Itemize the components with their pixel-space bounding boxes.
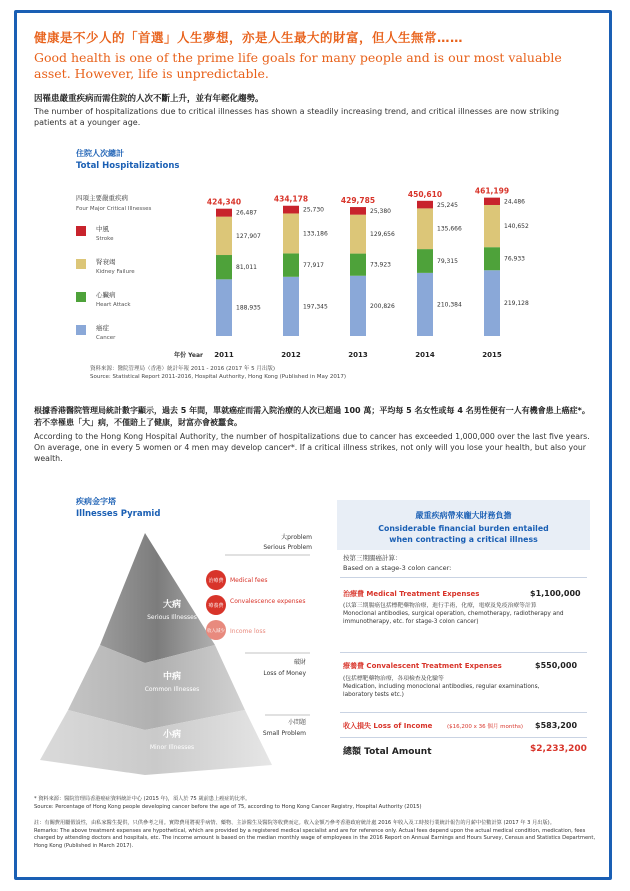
badge-convalescence-text: 療養費 bbox=[208, 603, 224, 609]
income-loss-title: 收入損失 Loss of Income bbox=[343, 722, 433, 730]
callout-2-en: Loss of Money bbox=[263, 670, 306, 677]
pyramid-title-en: Illnesses Pyramid bbox=[76, 509, 161, 519]
pyramid-top-en: Serious Illnesses bbox=[147, 614, 197, 621]
bar-cancer-2012 bbox=[283, 277, 299, 336]
medical-expenses-title: 治療費 Medical Treatment Expenses bbox=[343, 590, 480, 598]
chart-title-zh: 住院人次總計 bbox=[76, 149, 124, 158]
panel-title-en-2: when contracting a critical illness bbox=[389, 535, 538, 544]
bar-value-label: 219,128 bbox=[504, 300, 529, 308]
bar-value-label: 26,487 bbox=[236, 209, 257, 217]
bar-value-label: 135,666 bbox=[437, 225, 462, 233]
legend-label-en: Kidney Failure bbox=[96, 269, 135, 275]
legend-label-zh: 癌症 bbox=[96, 324, 109, 332]
bar-kidney-failure-2015 bbox=[484, 205, 500, 247]
legend-label-en: Heart Attack bbox=[96, 302, 131, 308]
pyramid-low-zh: 小病 bbox=[162, 730, 182, 740]
bar-heart-attack-2015 bbox=[484, 247, 500, 270]
legend-label-zh: 腎衰竭 bbox=[96, 258, 116, 266]
panel-title-en bbox=[337, 523, 590, 545]
bar-value-label: 127,907 bbox=[236, 232, 261, 240]
bar-cancer-2015 bbox=[484, 270, 500, 336]
bar-cancer-2014 bbox=[417, 273, 433, 336]
intro-zh: 因罹患嚴重疾病而需住院的人次不斷上升，並有年輕化趨勢。 bbox=[34, 94, 264, 104]
bar-stroke-2015 bbox=[484, 198, 500, 205]
legend-label-en: Stroke bbox=[96, 236, 114, 242]
bar-value-label: 77,917 bbox=[303, 262, 324, 270]
chart-source bbox=[90, 365, 346, 381]
panel-title-zh: 嚴重疾病帶來龐大財務負擔 bbox=[415, 511, 512, 520]
panel-divider-3 bbox=[340, 712, 587, 713]
bar-total-label: 461,199 bbox=[474, 186, 510, 196]
hospitalizations-chart bbox=[70, 178, 540, 363]
badge-medical-text: 治療費 bbox=[208, 578, 224, 584]
bar-heart-attack-2013 bbox=[350, 254, 366, 276]
bar-stroke-2014 bbox=[417, 201, 433, 209]
footnote-1 bbox=[34, 796, 599, 811]
callout-3-en: Small Problem bbox=[262, 730, 306, 737]
callout-3-zh: 小問題 bbox=[287, 719, 306, 726]
bar-value-label: 79,315 bbox=[437, 257, 458, 265]
bar-value-label: 25,245 bbox=[437, 201, 458, 209]
badge-income-text: 收入減少 bbox=[207, 629, 225, 634]
bar-stroke-2013 bbox=[350, 207, 366, 215]
bar-cancer-2011 bbox=[216, 279, 232, 336]
bar-heart-attack-2011 bbox=[216, 255, 232, 279]
medical-expenses-amount: $1,100,000 bbox=[530, 589, 581, 598]
total-label: 總額 Total Amount bbox=[343, 747, 432, 757]
bar-kidney-failure-2012 bbox=[283, 213, 299, 253]
pyramid-top-zh: 大病 bbox=[162, 600, 182, 610]
x-tick-label: 2015 bbox=[482, 351, 502, 359]
x-axis-label: 年份 Year bbox=[174, 352, 203, 359]
medical-expenses-desc bbox=[343, 602, 568, 626]
pyramid-mid-zh: 中病 bbox=[162, 672, 182, 682]
convalescent-desc-en: Medication, including monoclonal antibodies, regular examinations, laboratory tests etc.) bbox=[343, 684, 540, 698]
bar-value-label: 140,652 bbox=[504, 223, 529, 231]
panel-divider-2 bbox=[340, 652, 587, 653]
legend-label-zh: 中風 bbox=[96, 225, 109, 233]
bar-value-label: 25,380 bbox=[370, 208, 391, 216]
bar-total-label: 429,785 bbox=[340, 196, 376, 206]
legend-title-zh: 四項主要嚴重疾病 bbox=[76, 194, 128, 202]
paragraph-en: According to the Hong Kong Hospital Authority, the number of hospitalizations due to cancer has exceeded 1,000,000 over the last five years. On average, one in every 5 women or 4 men may develop cancer*. If a critical illness strikes, not only will you lose your health, but also your wealth. bbox=[34, 432, 590, 463]
bar-value-label: 133,186 bbox=[303, 230, 328, 238]
callout-2-zh: 破財 bbox=[293, 659, 306, 666]
legend-swatch-stroke bbox=[76, 226, 86, 236]
headline-en: Good health is one of the prime life goals for many people and is our most valuable asset. However, life is unpredictable. bbox=[34, 50, 562, 81]
bar-kidney-failure-2013 bbox=[350, 215, 366, 254]
chart-source-zh: 資料來源：醫院管理局（香港）統計年報 2011 - 2016 (2017 年 5 月出版) bbox=[90, 366, 276, 372]
bar-value-label: 210,384 bbox=[437, 301, 462, 309]
bar-kidney-failure-2014 bbox=[417, 208, 433, 249]
total-amount: $2,233,200 bbox=[530, 744, 587, 754]
x-tick-label: 2011 bbox=[214, 351, 234, 359]
convalescent-desc-zh: (包括標靶藥物治療，各項檢查及化驗等 bbox=[343, 676, 444, 682]
footnote-2-zh: 註：有關費用屬假設性，由私家醫生提供，只供參考之用。實際費用將視乎病情、藥物、主診醫生及醫院等收費而定。收入金額乃參考香港政府統計處 2016 年收入及工時按行業統計報告的月薪中位數計算 (2017 年 3 月出版)。 bbox=[34, 820, 555, 826]
convalescent-expenses-title: 療養費 Convalescent Treatment Expenses bbox=[343, 662, 502, 670]
pyramid-mid-en: Common Illnesses bbox=[144, 686, 200, 693]
bar-value-label: 76,933 bbox=[504, 255, 525, 263]
bar-value-label: 81,011 bbox=[236, 264, 257, 272]
badge-medical-label: Medical fees bbox=[230, 577, 268, 584]
paragraph-zh: 根據香港醫院管理局統計數字顯示，過去 5 年間，單就癌症而需入院治療的人次已超過 100 萬；平均每 5 名女性或每 4 名男性便有一人有機會患上癌症*。若不幸罹患「大」病，不僅賠上了健康，財富亦會被蠶食。 bbox=[34, 406, 590, 427]
based-on-zh: 按第三期腸癌計算： bbox=[343, 554, 402, 562]
bar-cancer-2013 bbox=[350, 276, 366, 336]
legend-swatch-kidney-failure bbox=[76, 259, 86, 269]
chart-title-en: Total Hospitalizations bbox=[76, 161, 180, 171]
bar-stroke-2011 bbox=[216, 209, 232, 217]
callout-1-en: Serious Problem bbox=[263, 544, 312, 551]
income-loss-amount: $583,200 bbox=[535, 721, 578, 730]
convalescent-expenses-amount: $550,000 bbox=[535, 661, 578, 670]
medical-desc-en: Monoclonal antibodies, surgical operation, chemotherapy, radiotherapy and immunotherapy, etc. for stage-3 colon cancer) bbox=[343, 611, 564, 625]
bar-heart-attack-2012 bbox=[283, 253, 299, 276]
legend-label-en: Cancer bbox=[96, 335, 116, 341]
chart-source-en: Source: Statistical Report 2011-2016, Hospital Authority, Hong Kong (Published in May 2017) bbox=[90, 374, 347, 380]
panel-title-en-1: Considerable financial burden entailed bbox=[378, 524, 549, 533]
bar-heart-attack-2014 bbox=[417, 249, 433, 273]
pyramid-top bbox=[100, 533, 215, 663]
callout-1-zh: 大problem bbox=[281, 534, 312, 541]
income-loss-calc: ($16,200 x 36 個月 months) bbox=[447, 724, 523, 730]
bar-kidney-failure-2011 bbox=[216, 217, 232, 255]
headline-zh: 健康是不少人的「首選」人生夢想，亦是人生最大的財富，但人生無常…… bbox=[34, 30, 464, 45]
badge-convalescence-label: Convalescence expenses bbox=[230, 598, 306, 605]
footnote-1-zh: * 資料來源：醫院管理局香港癌症資料統計中心 (2015 年)，須人於 75 歲前患上癌症的比率。 bbox=[34, 796, 251, 802]
bar-value-label: 25,730 bbox=[303, 206, 324, 214]
legend-swatch-heart-attack bbox=[76, 292, 86, 302]
convalescent-expenses-desc bbox=[343, 675, 543, 699]
pyramid-title-zh: 疾病金字塔 bbox=[76, 497, 116, 506]
bar-value-label: 197,345 bbox=[303, 303, 328, 311]
medical-desc-zh: (以第三期腸癌包括標靶藥物治療，進行手術，化療，電療及免疫治療等計算 bbox=[343, 603, 537, 609]
panel-divider-4 bbox=[340, 737, 587, 738]
x-tick-label: 2012 bbox=[281, 351, 301, 359]
footnote-2 bbox=[34, 820, 599, 850]
panel-divider-1 bbox=[340, 577, 587, 578]
bar-value-label: 24,486 bbox=[504, 198, 525, 206]
bar-total-label: 450,610 bbox=[407, 189, 443, 199]
based-on-en: Based on a stage-3 colon cancer: bbox=[343, 564, 452, 572]
bar-value-label: 200,826 bbox=[370, 302, 395, 310]
bar-total-label: 424,340 bbox=[206, 197, 242, 207]
bar-total-label: 434,178 bbox=[273, 194, 309, 204]
footnote-1-en: Source: Percentage of Hong Kong people developing cancer before the age of 75, according to Hong Kong Cancer Registry, Hospital Authority (2015) bbox=[34, 803, 422, 810]
pyramid-low-en: Minor Illnesses bbox=[149, 744, 195, 751]
legend-label-zh: 心臟病 bbox=[96, 291, 116, 299]
x-tick-label: 2014 bbox=[415, 351, 435, 359]
bar-value-label: 129,656 bbox=[370, 231, 395, 239]
bar-value-label: 73,923 bbox=[370, 261, 391, 269]
legend-title-en: Four Major Critical Illnesses bbox=[76, 206, 152, 212]
legend-swatch-cancer bbox=[76, 325, 86, 335]
x-tick-label: 2013 bbox=[348, 351, 368, 359]
illness-pyramid bbox=[40, 525, 330, 775]
footnote-2-en: Remarks: The above treatment expenses are hypothetical, which are provided by a registered medical specialist and are for reference only. Actual fees depend upon the actual medical condition, medication, fees charged by attending doctors and hospitals, etc. The income amount is based on the median monthly wage of employees in the 2016 Report on Annual Earnings and Hours Survey, Census and Statistics Department, Hong Kong (Published in March 2017). bbox=[34, 827, 596, 849]
badge-income-label: Income loss bbox=[230, 628, 266, 635]
bar-stroke-2012 bbox=[283, 206, 299, 214]
intro-en: The number of hospitalizations due to critical illnesses has shown a steadily increasing trend, and critical illnesses are now striking patients at a younger age. bbox=[34, 107, 560, 127]
bar-value-label: 188,935 bbox=[236, 304, 261, 312]
